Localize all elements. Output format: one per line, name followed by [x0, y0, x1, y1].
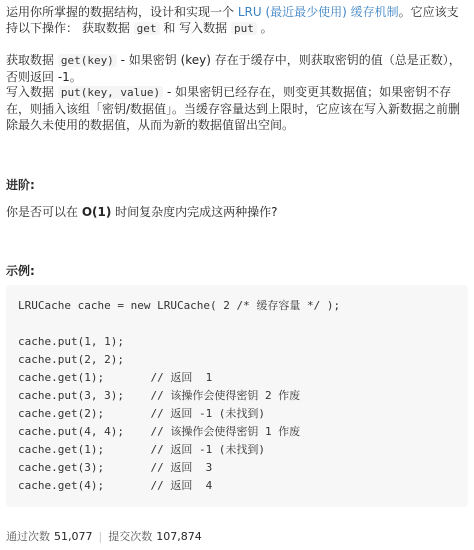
- example-heading: 示例:: [6, 264, 35, 278]
- advanced-question: [6, 204, 278, 220]
- get-desc-text-2: - 如果密钥 (key) 存在于缓存中，则获取密钥的值（总是正数），否则返回 -1。: [6, 53, 461, 84]
- passed-count: 51,077: [54, 530, 93, 543]
- code-line: cache.get(2); // 返回 -1 (未找到): [18, 407, 266, 420]
- submission-stats: [6, 528, 202, 544]
- code-line: [18, 315, 468, 333]
- code-line: cache.put(1, 1);: [18, 335, 124, 348]
- submitted-count: 107,874: [156, 530, 202, 543]
- intro-text-1: 运用你所掌握的数据结构，设计和实现一个: [6, 5, 238, 19]
- code-line: cache.get(4); // 返回 4: [18, 479, 213, 492]
- put-description: [6, 84, 468, 133]
- advanced-text-2: 时间复杂度内完成这两种操作?: [111, 205, 278, 219]
- advanced-heading: 进阶:: [6, 178, 35, 192]
- advanced-text-1: 你是否可以在: [6, 205, 82, 219]
- complexity-value: O(1): [81, 205, 112, 219]
- passed-label: 通过次数: [6, 530, 50, 543]
- code-line: cache.get(3); // 返回 3: [18, 461, 213, 474]
- submitted-label: 提交次数: [108, 530, 153, 543]
- put-desc-text-1: 写入数据: [6, 85, 58, 99]
- intro-text-2: 。它应该支持以下操作： 获取数据: [6, 5, 459, 35]
- example-code-block: [6, 285, 468, 507]
- stats-divider: |: [98, 530, 103, 543]
- code-put-key-value: put(key, value): [58, 86, 163, 99]
- get-desc-text-1: 获取数据: [6, 53, 58, 67]
- code-get: get: [134, 22, 160, 35]
- code-get-key: get(key): [58, 54, 117, 67]
- put-desc-text-2: - 如果密钥已经存在，则变更其数据值；如果密钥不存在，则插入该组「密钥/数据值」。当缓存容量达到上限时，它应该在写入新数据之前删除最久未使用的数据值，从而为新的数据值留出空间。: [6, 85, 461, 132]
- lru-link[interactable]: LRU (最近最少使用) 缓存机制: [237, 5, 399, 19]
- intro-text-3: 和 写入数据: [159, 21, 231, 35]
- code-put: put: [231, 22, 257, 35]
- code-line: cache.put(4, 4); // 该操作会使得密钥 1 作废: [18, 425, 301, 438]
- code-line: cache.put(2, 2);: [18, 353, 124, 366]
- code-line: cache.get(1); // 返回 -1 (未找到): [18, 443, 266, 456]
- get-description: [6, 52, 468, 85]
- code-line: cache.get(1); // 返回 1: [18, 371, 213, 384]
- intro-text-4: 。: [256, 21, 273, 35]
- code-line: cache.put(3, 3); // 该操作会使得密钥 2 作废: [18, 389, 301, 402]
- intro-paragraph: [6, 4, 468, 37]
- code-line: LRUCache cache = new LRUCache( 2 /* 缓存容量 */ );: [18, 299, 341, 312]
